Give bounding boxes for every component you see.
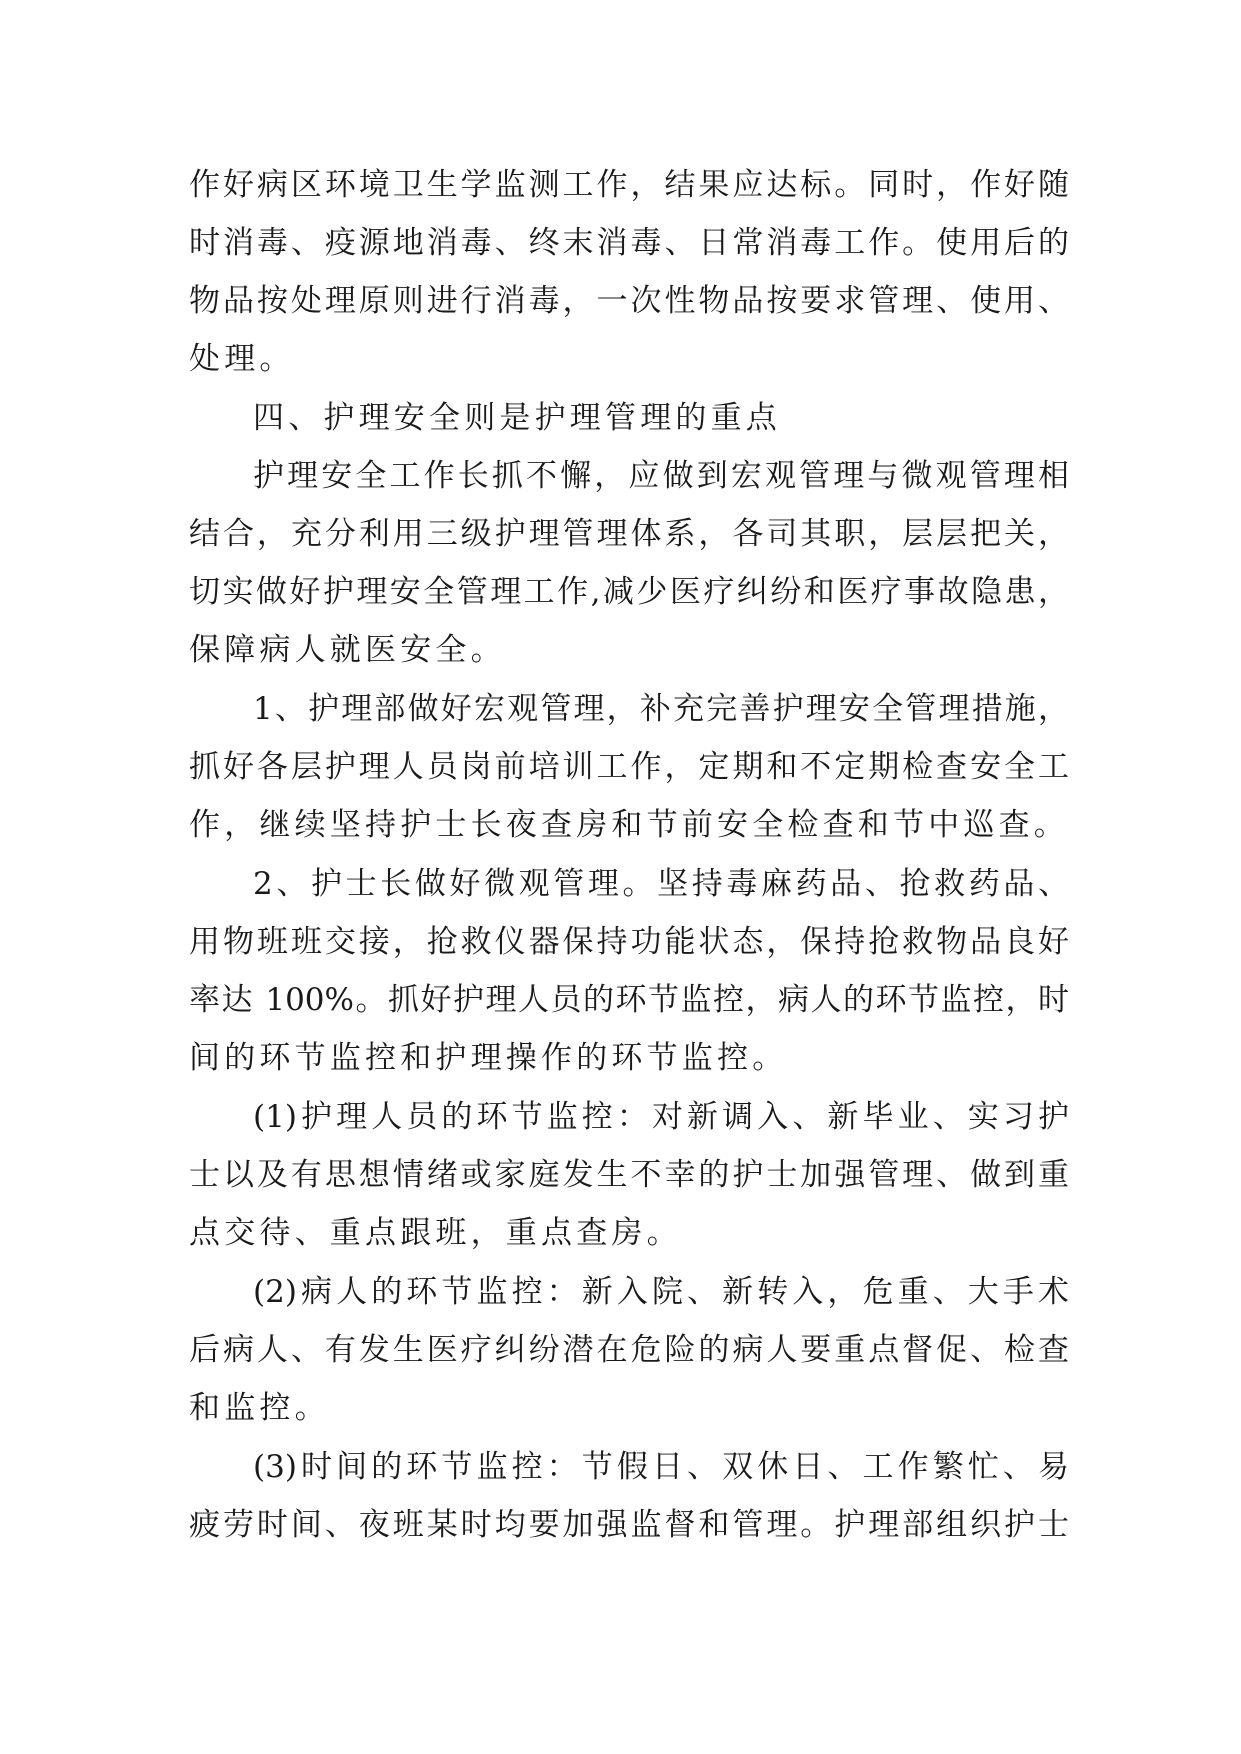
text-line: (2)病人的环节监控：新入院、新转入，危重、大手术 <box>253 1274 1069 1310</box>
text-line: 点交待、重点跟班，重点查房。 <box>189 1215 682 1251</box>
text-line: 结合，充分利用三级护理管理体系，各司其职，层层把关， <box>189 516 1069 552</box>
text-line: 物品按处理原则进行消毒，一次性物品按要求管理、使用、 <box>189 283 1069 319</box>
text-line: 疲劳时间、夜班某时均要加强监督和管理。护理部组织护士 <box>189 1507 1069 1543</box>
text-line: 作好病区环境卫生学监测工作，结果应达标。同时，作好随 <box>189 167 1069 203</box>
text-line: 后病人、有发生医疗纠纷潜在危险的病人要重点督促、检查 <box>189 1332 1069 1368</box>
text-line: 作，继续坚持护士长夜查房和节前安全检查和节中巡查。 <box>189 807 1069 843</box>
section-heading: 四、护理安全则是护理管理的重点 <box>253 400 781 436</box>
text-line: 用物班班交接，抢救仪器保持功能状态，保持抢救物品良好 <box>189 924 1069 960</box>
text-line: 和监控。 <box>189 1390 330 1426</box>
text-line: 保障病人就医安全。 <box>189 632 506 668</box>
text-line: (1)护理人员的环节监控：对新调入、新毕业、实习护 <box>253 1099 1069 1135</box>
text-line: 1、护理部做好宏观管理，补充完善护理安全管理措施， <box>253 691 1069 727</box>
text-line: 2、护士长做好微观管理。坚持毒麻药品、抢救药品、 <box>253 866 1069 902</box>
text-line: 抓好各层护理人员岗前培训工作，定期和不定期检查安全工 <box>189 749 1069 785</box>
text-line: 切实做好护理安全管理工作,减少医疗纠纷和医疗事故隐患， <box>189 574 1069 610</box>
text-line: (3)时间的环节监控：节假日、双休日、工作繁忙、易 <box>253 1449 1069 1485</box>
text-line: 处理。 <box>189 341 295 377</box>
text-line: 间的环节监控和护理操作的环节监控。 <box>189 1040 788 1076</box>
text-line: 士以及有思想情绪或家庭发生不幸的护士加强管理、做到重 <box>189 1157 1069 1193</box>
text-line: 护理安全工作长抓不懈，应做到宏观管理与微观管理相 <box>253 458 1069 494</box>
text-line: 时消毒、疫源地消毒、终末消毒、日常消毒工作。使用后的 <box>189 225 1069 261</box>
text-line: 率达 100%。抓好护理人员的环节监控，病人的环节监控，时 <box>189 982 1069 1018</box>
